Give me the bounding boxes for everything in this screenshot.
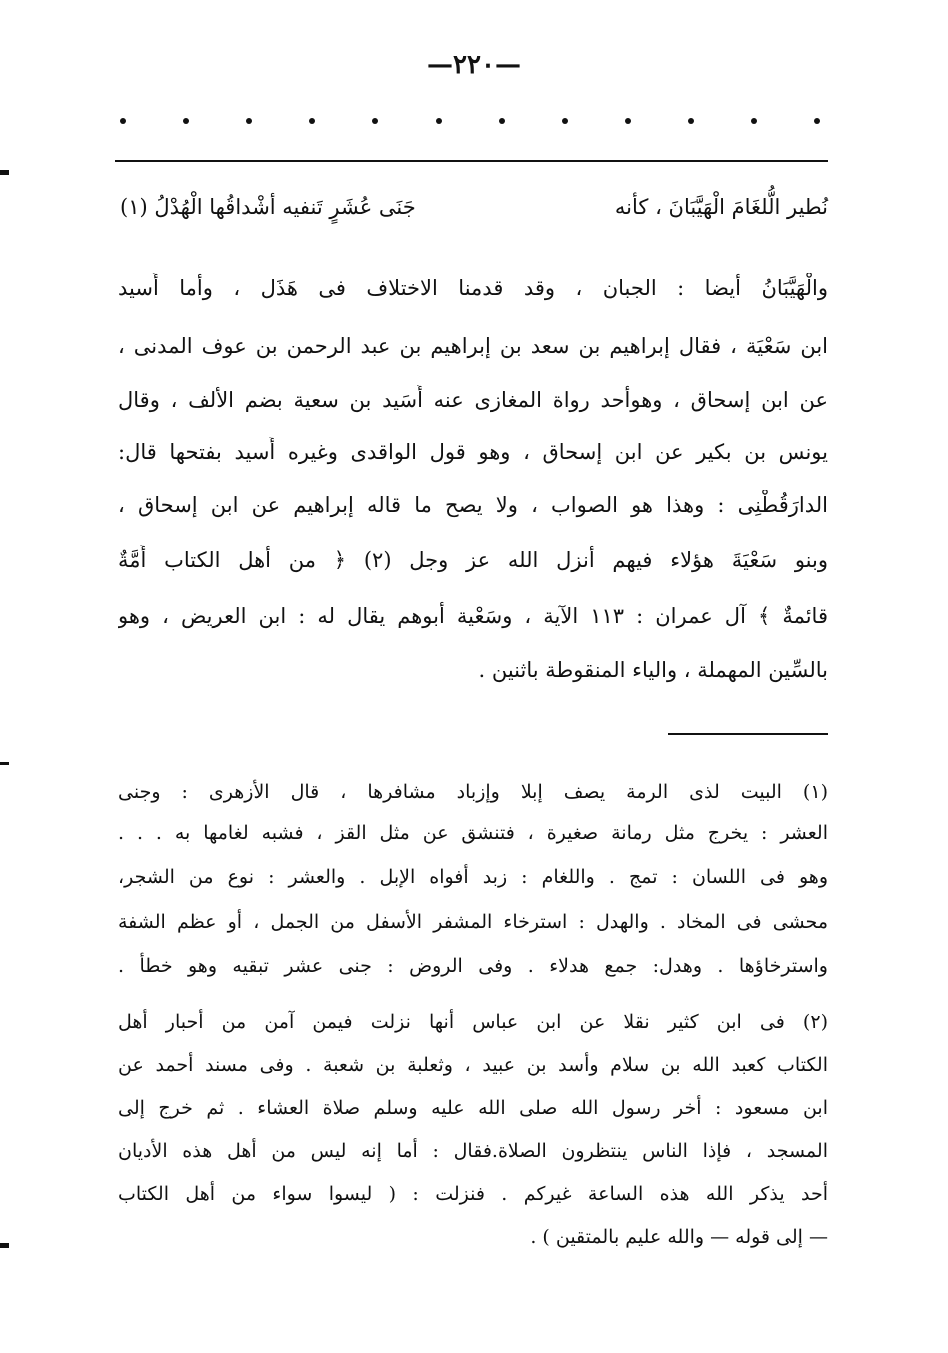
poetry-verse	[120, 192, 828, 222]
dot	[183, 118, 189, 124]
main-text-line: بالسِّين المهملة ، والياء المنقوطة باثنين .	[478, 658, 828, 682]
dot	[751, 118, 757, 124]
dot	[625, 118, 631, 124]
dot	[499, 118, 505, 124]
footnote-line: الكتاب كعبد الله بن سلام وأسد بن عبيد ، وثعلبة بن شعبة . وفى مسند أحمد عن	[118, 1054, 828, 1076]
main-text-line: ابن سَعْيَة ، فقال إبراهيم بن سعد بن إبراهيم بن عبد الرحمن بن عوف المدنى ،	[118, 334, 828, 358]
verse-hemistich-left: جَنَى عُشَرٍ تَنفيه أشْداقُها الْهُدْلُ (١)	[120, 195, 416, 219]
scan-edge-mark	[0, 170, 9, 175]
footnote-line: ابن مسعود : أخر رسول الله صلى الله عليه وسلم صلاة العشاء . ثم خرج إلى	[118, 1097, 828, 1119]
main-text-line: الدارَقُطْنِى : وهذا هو الصواب ، ولا يصح ما قاله إبراهيم عن ابن إسحاق ،	[118, 493, 828, 517]
dot	[246, 118, 252, 124]
footnote-line: أحد يذكر الله هذه الساعة غيركم . فنزلت : ( ليسوا سواء من أهل الكتاب	[118, 1183, 828, 1205]
verse-hemistich-right: نُطير الُّلغَامَ الْهَيَّبَانَ ، كأنه	[614, 195, 828, 219]
dot	[309, 118, 315, 124]
footnote-line: العشر : يخرج مثل رمانة صغيرة ، فتنشق عن مثل القز ، فشبه لغامها به . . .	[118, 822, 828, 844]
footnote-line: محشى فى المخاد . والهدل : استرخاء المشفر الأسفل من الجمل ، أو عظم الشفة	[118, 911, 828, 933]
footnote-line: واسترخاؤها . وهدل: جمع هدلاء . وفى الروض : جنى عشر تبقيه وهو خطأ .	[118, 955, 828, 977]
header-rule	[115, 160, 828, 162]
footnote-line: المسجد ، فإذا الناس ينتظرون الصلاة.فقال : أما إنه ليس من أهل هذه الأديان	[118, 1140, 828, 1162]
footnote-rule	[668, 733, 828, 735]
dot	[372, 118, 378, 124]
dot	[562, 118, 568, 124]
main-text-line: عن ابن إسحاق ، وهوأحد رواة المغازى عنه أُسَيد بن سعية بضم الألف ، وقال	[118, 388, 828, 412]
dot	[814, 118, 820, 124]
scan-edge-mark	[0, 1243, 9, 1248]
dot	[688, 118, 694, 124]
main-text-line: والْهَيَّبَانُ أيضا : الجبان ، وقد قدمنا الاختلاف فى هَذَل ، وأما أُسيد	[118, 276, 828, 300]
dot	[436, 118, 442, 124]
main-text-line: قائمةٌ ﴾ آل عمران : ١١٣ الآية ، وسَعْية أبوهم يقال له : ابن العريض ، وهو	[118, 604, 828, 628]
page-number: —٢٢٠—	[427, 50, 521, 80]
footnote-line: (٢) فى ابن كثير نقلا عن ابن عباس أنها نزلت فيمن آمن من أحبار أهل	[118, 1011, 828, 1033]
footnote-line: وهو فى اللسان : تمج . واللغام : زبد أفواه الإبل . والعشر : نوع من الشجر،	[118, 866, 828, 888]
separator-dots	[120, 118, 820, 124]
footnote-line: (١) البيت لذى الرمة يصف إبلا وإزباد مشافرها ، قال الأزهرى : وجنى	[118, 781, 828, 803]
main-text-line: وبنو سَعْيَةَ هؤلاء فيهم أنزل الله عز وجل (٢) ﴿ من أهل الكتاب أُمَّةٌ	[118, 548, 828, 572]
footnote-line: — إلى قوله — والله عليم بالمتقين ) .	[530, 1226, 828, 1248]
main-text-line: يونس بن بكير عن ابن إسحاق ، وهو قول الواقدى وغيره أَسيد بفتحها قال:	[118, 440, 828, 464]
scan-edge-mark	[0, 762, 9, 765]
dot	[120, 118, 126, 124]
